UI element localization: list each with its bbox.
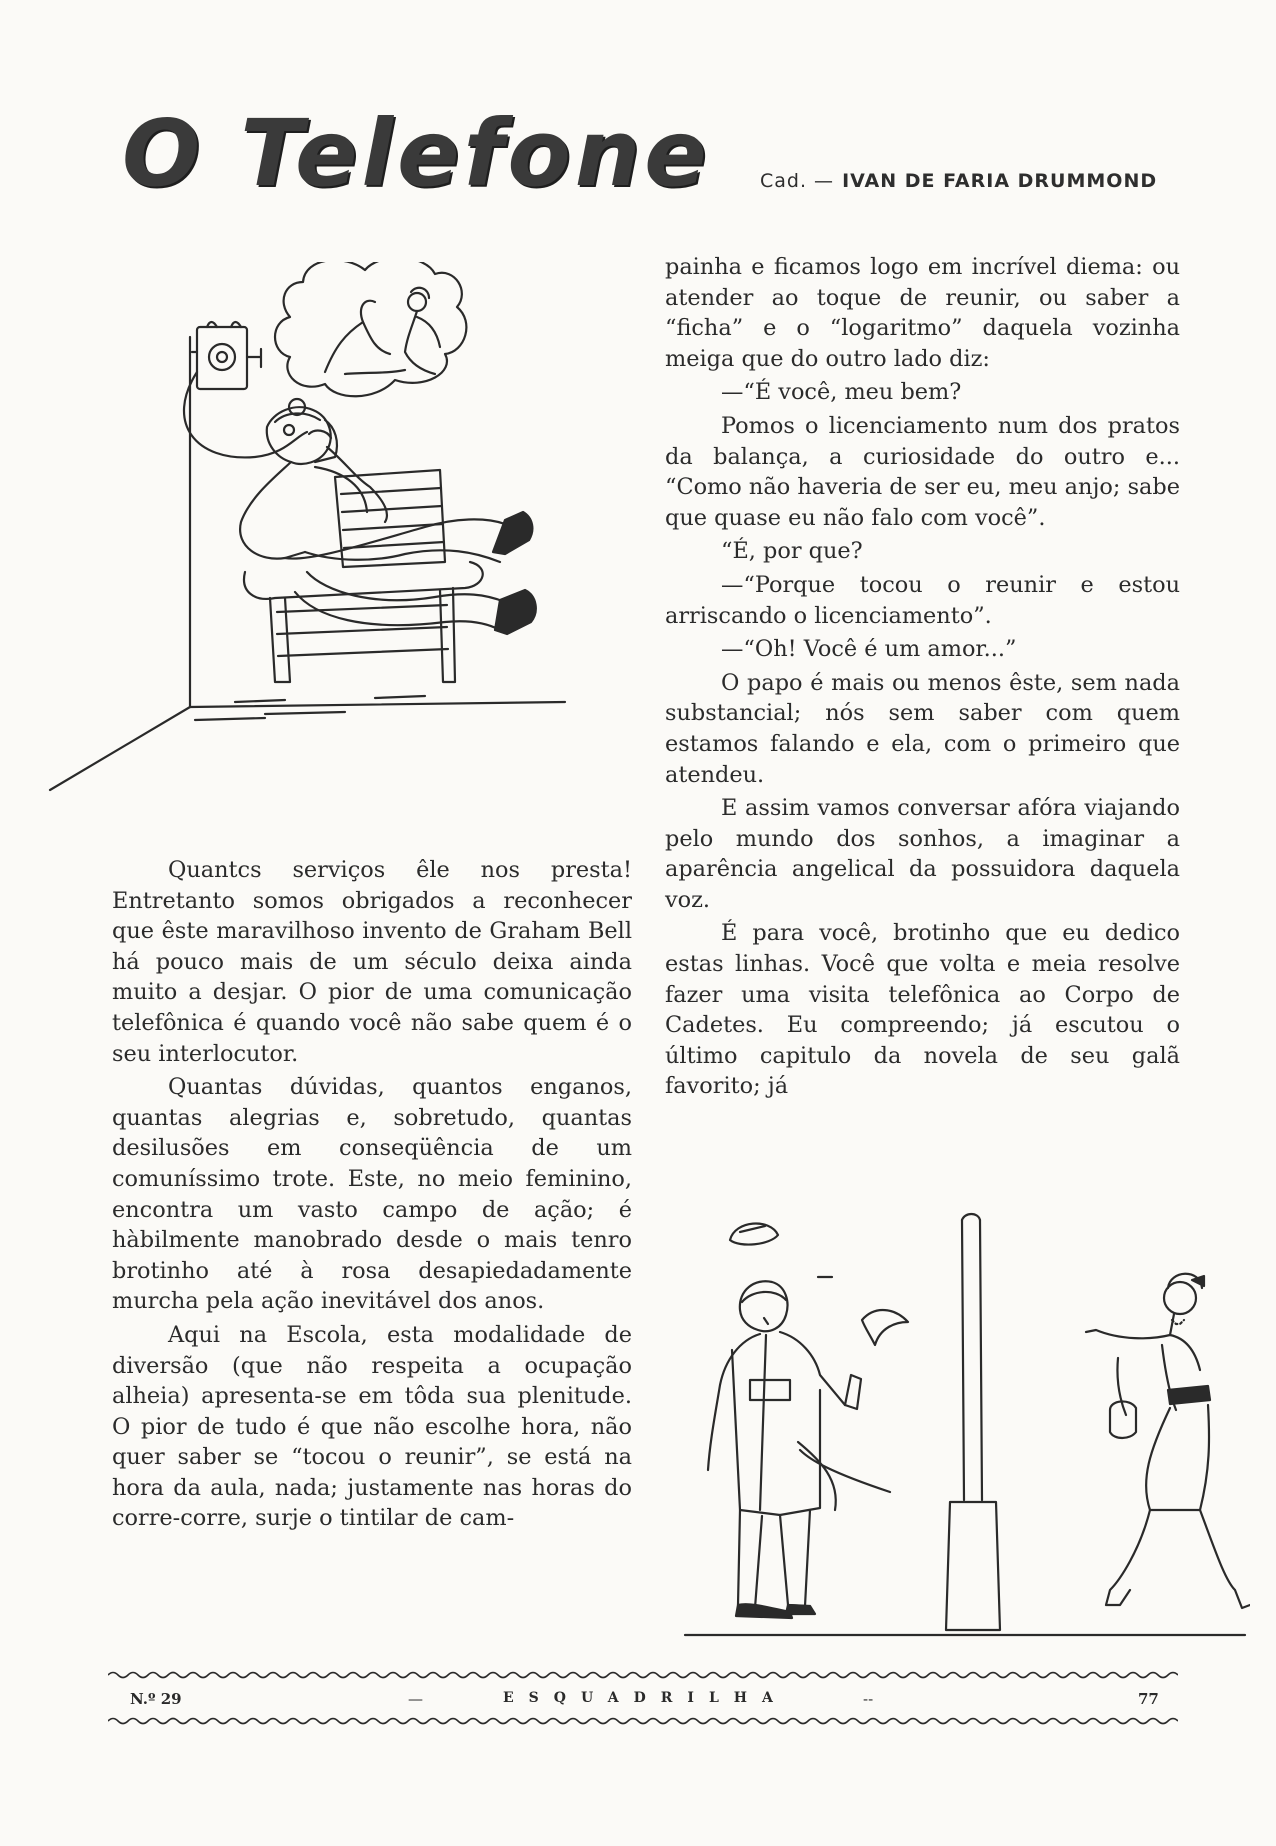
magazine-name: ESQUADRILHA	[503, 1690, 788, 1706]
page-footer	[108, 1670, 1178, 1730]
paragraph-2: Quantas dúvidas, quantos enganos, quantas alegrias e, sobretudo, quantas desilusões em conseqüência de um comuníssimo trote. Este, no meio feminino, encontra um vasto campo de ação; é hàbilmente manobrado desde o mais tenro brotinho até à rosa desapiedadamente murcha pela ação inevitável dos anos.	[112, 1074, 632, 1315]
article-title: O Telefone	[122, 100, 711, 207]
article-left-column	[112, 855, 632, 1537]
page-number: 77	[1138, 1690, 1159, 1708]
paragraph-7: E assim vamos conversar afóra viajando pelo mundo dos sonhos, a imaginar a aparência angelical da possuidora daquela voz.	[665, 795, 1180, 913]
cadet-meets-woman-illustration	[680, 1210, 1250, 1645]
article-byline	[760, 170, 1157, 192]
paragraph-3: Aqui na Escola, esta modalidade de diversão (que não respeita a ocupação alheia) apresenta-se em tôda sua plenitude. O pior de tudo é que não escolhe hora, não quer saber se “tocou o reunir”, se está na hora da aula, nada; justamente nas horas do corre-corre, surje o tintilar de cam-	[112, 1321, 632, 1532]
paragraph-8: É para você, brotinho que eu dedico estas linhas. Você que volta e meia resolve fazer uma visita telefônica ao Corpo de Cadetes. Eu compreendo; já escutou o último capitulo da novela de seu galã favorito; já	[665, 920, 1180, 1100]
paragraph-5: Pomos o licenciamento num dos pratos da balança, a curiosidade do outro e... “Como não haveria de ser eu, meu anjo; sabe que quase eu não falo com você”.	[665, 412, 1180, 531]
cadet-on-phone-illustration	[45, 262, 645, 837]
paragraph-6: O papo é mais ou menos êste, sem nada substancial; nós sem saber com quem estamos falando e ela, com o primeiro que atendeu.	[665, 669, 1180, 788]
paragraph-4: painha e ficamos logo em incrível diema: ou atender ao toque de reunir, ou saber a “ficha” e o “logaritmo” daquela vozinha meiga que do outro lado diz:	[665, 254, 1180, 372]
footer-wave-top	[108, 1670, 1178, 1680]
dialogue-line: —“É você, meu bem?	[721, 379, 962, 406]
byline-author: IVAN DE FARIA DRUMMOND	[842, 170, 1158, 192]
byline-prefix: Cad. —	[760, 170, 835, 192]
issue-number: N.º 29	[130, 1690, 182, 1708]
footer-dash: —	[408, 1690, 423, 1708]
dialogue-line: —“Porque tocou o reunir e estou arriscando o licenciamento”.	[665, 571, 1180, 629]
footer-wave-bottom	[108, 1716, 1178, 1726]
footer-dash: --	[863, 1690, 874, 1708]
dialogue-line: —“Oh! Você é um amor...”	[721, 636, 1017, 663]
paragraph-1: Quantcs serviços êle nos presta! Entretanto somos obrigados a reconhecer que êste maravilhoso invento de Graham Bell há pouco mais de um século deixa ainda muito a desjar. O pior de uma comunicação telefônica é quando você não sabe quem é o seu interlocutor.	[112, 857, 632, 1067]
article-right-column	[665, 252, 1180, 1105]
dialogue-line: “É, por que?	[721, 538, 863, 565]
